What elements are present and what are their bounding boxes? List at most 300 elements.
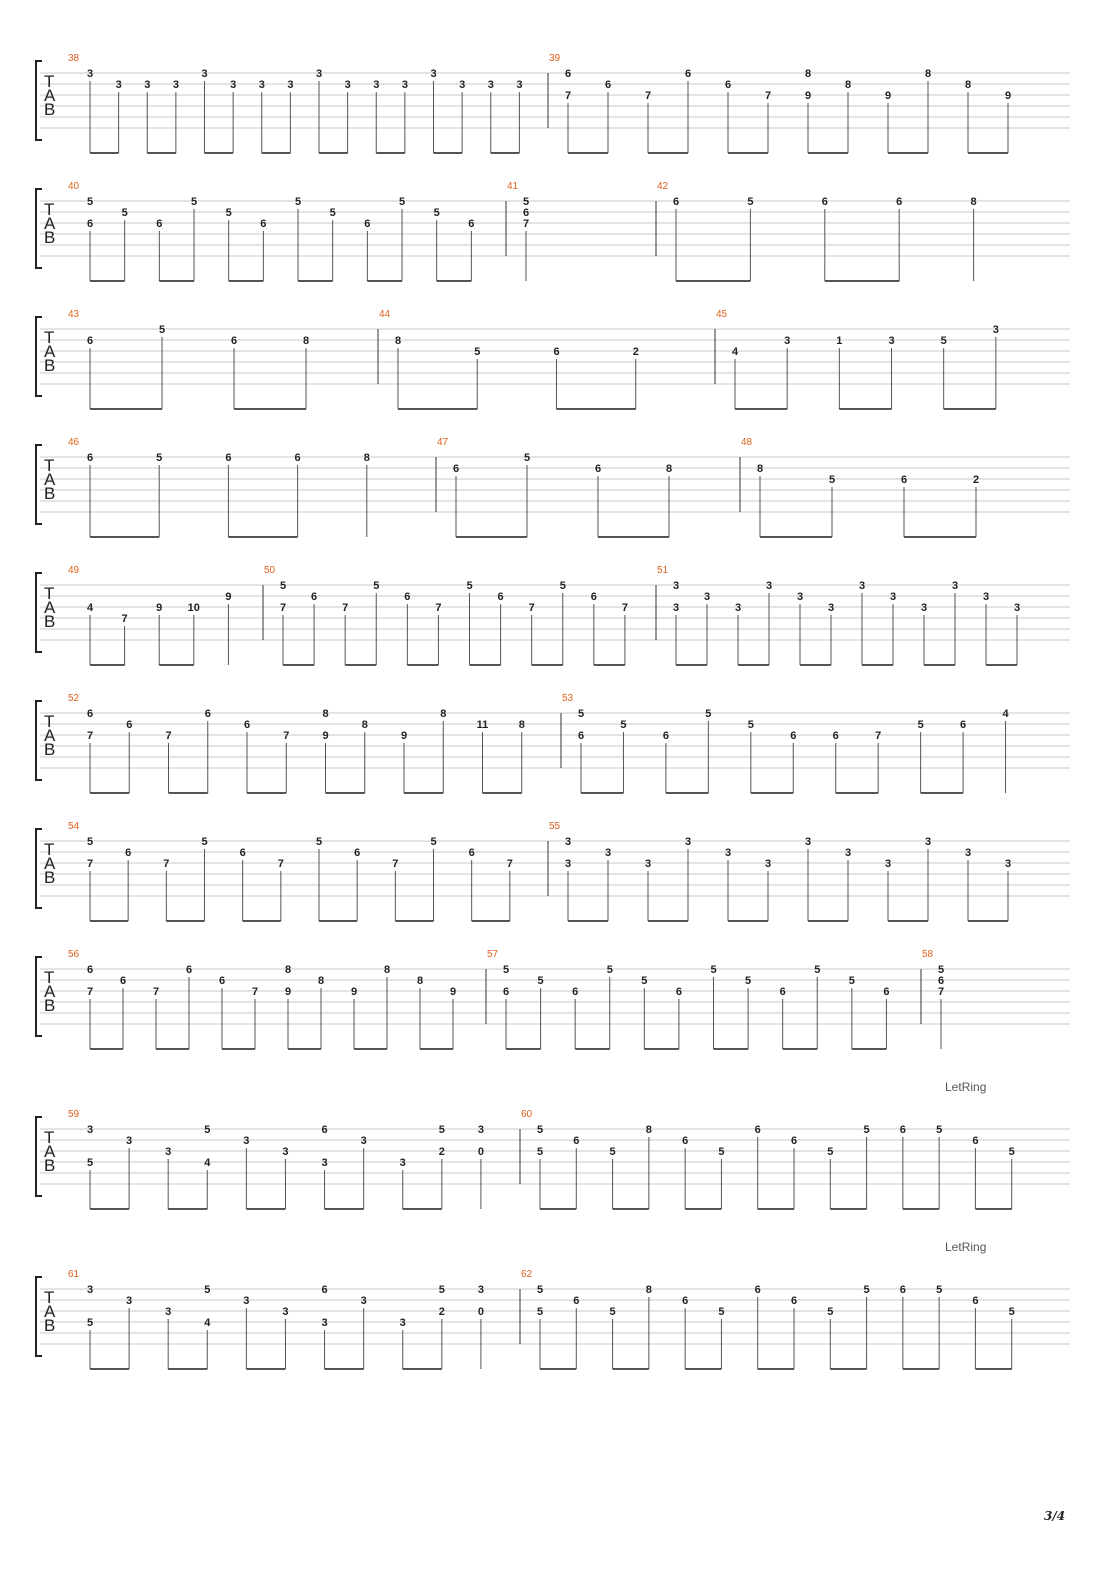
tab-clef-letter: T xyxy=(44,1288,55,1307)
measure-number: 44 xyxy=(379,309,391,320)
fret-number: 6 xyxy=(502,986,510,998)
fret-number: 6 xyxy=(364,218,371,230)
fret-number: 5 xyxy=(936,1124,943,1136)
tab-clef-letter: B xyxy=(44,356,56,375)
fret-number: 3 xyxy=(459,79,466,91)
fret-number: 6 xyxy=(125,847,132,859)
fret-number: 6 xyxy=(239,847,246,859)
fret-number: 6 xyxy=(899,1124,906,1136)
fret-number: 5 xyxy=(398,196,406,208)
fret-number: 8 xyxy=(383,964,391,976)
fret-number: 9 xyxy=(884,90,892,102)
tab-clef-letter: A xyxy=(44,598,56,617)
tab-clef-letter: A xyxy=(44,342,56,361)
system-8 xyxy=(36,949,1070,1049)
fret-number: 3 xyxy=(172,79,179,91)
fret-number: 3 xyxy=(86,68,94,80)
page-number: 3/4 xyxy=(1044,1509,1066,1523)
fret-number: 6 xyxy=(790,730,797,742)
fret-number: 3 xyxy=(165,1146,172,1158)
measure-number: 48 xyxy=(741,437,753,448)
fret-number: 6 xyxy=(590,591,597,603)
fret-number: 7 xyxy=(121,613,128,625)
fret-number: 3 xyxy=(487,79,494,91)
fret-number: 6 xyxy=(497,591,504,603)
fret-number: 6 xyxy=(790,1135,798,1147)
fret-number: 5 xyxy=(718,1306,725,1318)
fret-number: 2 xyxy=(438,1306,445,1318)
system-9 xyxy=(36,1109,1070,1209)
fret-number: 7 xyxy=(86,730,94,742)
fret-number: 9 xyxy=(400,730,408,742)
tab-clef-letter: B xyxy=(44,100,56,119)
fret-number: 7 xyxy=(621,602,628,614)
fret-number: 5 xyxy=(863,1124,870,1136)
fret-number: 6 xyxy=(404,591,411,603)
system-4 xyxy=(36,437,1070,537)
fret-number: 6 xyxy=(86,335,94,347)
fret-number: 3 xyxy=(884,858,892,870)
fret-number: 7 xyxy=(163,858,170,870)
fret-number: 3 xyxy=(282,1146,289,1158)
fret-number: 4 xyxy=(86,602,94,614)
fret-number: 8 xyxy=(363,452,370,464)
fret-number: 9 xyxy=(350,986,358,998)
fret-number: 5 xyxy=(827,1306,834,1318)
fret-number: 6 xyxy=(790,1295,798,1307)
fret-number: 9 xyxy=(322,730,329,742)
fret-number: 5 xyxy=(747,196,754,208)
tab-clef-letter: T xyxy=(44,968,55,987)
fret-number: 3 xyxy=(430,68,437,80)
fret-number: 5 xyxy=(373,580,380,592)
fret-number: 4 xyxy=(204,1157,211,1169)
fret-number: 3 xyxy=(360,1295,367,1307)
measure-number: 38 xyxy=(68,53,80,64)
fret-number: 8 xyxy=(302,335,310,347)
fret-number: 5 xyxy=(559,580,566,592)
fret-number: 7 xyxy=(152,986,160,998)
fret-number: 5 xyxy=(204,1124,211,1136)
measure-number: 42 xyxy=(657,181,669,192)
fret-number: 9 xyxy=(156,602,163,614)
fret-number: 5 xyxy=(225,207,232,219)
fret-number: 5 xyxy=(848,975,855,987)
fret-number: 3 xyxy=(399,1157,406,1169)
fret-number: 5 xyxy=(620,719,627,731)
fret-number: 7 xyxy=(644,90,652,102)
measure-number: 47 xyxy=(437,437,449,448)
fret-number: 6 xyxy=(86,964,94,976)
fret-number: 5 xyxy=(201,836,208,848)
fret-number: 6 xyxy=(883,986,890,998)
fret-number: 6 xyxy=(594,463,602,475)
fret-number: 6 xyxy=(972,1295,979,1307)
fret-number: 5 xyxy=(86,196,94,208)
fret-number: 3 xyxy=(564,836,572,848)
fret-number: 0 xyxy=(477,1306,484,1318)
fret-number: 6 xyxy=(754,1284,761,1296)
fret-number: 2 xyxy=(632,346,639,358)
fret-number: 7 xyxy=(522,218,530,230)
fret-number: 8 xyxy=(394,335,402,347)
fret-number: 3 xyxy=(401,79,408,91)
tab-clef-letter: A xyxy=(44,1142,56,1161)
fret-number: 5 xyxy=(294,196,302,208)
measure-number: 52 xyxy=(68,693,80,704)
fret-number: 3 xyxy=(804,836,812,848)
fret-number: 3 xyxy=(858,580,866,592)
tab-clef-letter: A xyxy=(44,214,56,233)
fret-number: 5 xyxy=(641,975,648,987)
fret-number: 3 xyxy=(230,79,237,91)
fret-number: 2 xyxy=(972,474,980,486)
tab-clef-letter: T xyxy=(44,1128,55,1147)
fret-number: 3 xyxy=(86,1284,94,1296)
system-10 xyxy=(36,1269,1070,1369)
fret-number: 6 xyxy=(682,1295,689,1307)
fret-number: 6 xyxy=(577,730,585,742)
fret-number: 3 xyxy=(796,591,804,603)
fret-number: 3 xyxy=(827,602,835,614)
fret-number: 3 xyxy=(564,858,572,870)
fret-number: 5 xyxy=(747,719,754,731)
fret-number: 0 xyxy=(477,1146,484,1158)
fret-number: 6 xyxy=(243,719,251,731)
fret-number: 3 xyxy=(889,591,897,603)
fret-number: 6 xyxy=(662,730,669,742)
fret-number: 5 xyxy=(522,196,530,208)
fret-number: 5 xyxy=(315,836,323,848)
tab-clef-letter: A xyxy=(44,470,56,489)
fret-number: 7 xyxy=(342,602,349,614)
tab-clef-letter: A xyxy=(44,1302,56,1321)
fret-number: 5 xyxy=(718,1146,725,1158)
fret-number: 8 xyxy=(970,196,977,208)
fret-number: 6 xyxy=(564,68,572,80)
fret-number: 3 xyxy=(951,580,959,592)
fret-number: 6 xyxy=(86,218,94,230)
fret-number: 1 xyxy=(836,335,843,347)
fret-number: 3 xyxy=(115,79,122,91)
fret-number: 6 xyxy=(682,1135,689,1147)
fret-number: 5 xyxy=(917,719,924,731)
fret-number: 6 xyxy=(832,730,839,742)
tab-clef-letter: T xyxy=(44,328,55,347)
fret-number: 6 xyxy=(86,708,94,720)
fret-number: 5 xyxy=(438,1124,445,1136)
let-ring-label-1: LetRing xyxy=(945,1080,987,1094)
fret-number: 7 xyxy=(937,986,945,998)
tab-clef-letter: B xyxy=(44,1316,56,1335)
fret-number: 7 xyxy=(506,858,513,870)
fret-number: 5 xyxy=(1008,1306,1015,1318)
system-3 xyxy=(36,309,1070,409)
fret-number: 3 xyxy=(165,1306,172,1318)
fret-number: 4 xyxy=(1002,708,1009,720)
fret-number: 7 xyxy=(875,730,882,742)
measure-number: 56 xyxy=(68,949,80,960)
fret-number: 3 xyxy=(924,836,932,848)
fret-number: 6 xyxy=(156,218,163,230)
fret-number: 11 xyxy=(476,719,489,731)
fret-number: 6 xyxy=(937,975,945,987)
fret-number: 8 xyxy=(416,975,424,987)
tab-clef-letter: T xyxy=(44,72,55,91)
fret-number: 5 xyxy=(936,1284,943,1296)
fret-number: 6 xyxy=(354,847,361,859)
fret-number: 7 xyxy=(86,986,94,998)
fret-number: 9 xyxy=(284,986,292,998)
fret-number: 9 xyxy=(225,591,232,603)
fret-number: 5 xyxy=(204,1284,211,1296)
tab-clef-letter: B xyxy=(44,996,56,1015)
fret-number: 5 xyxy=(121,207,128,219)
fret-number: 9 xyxy=(1004,90,1012,102)
measure-number: 62 xyxy=(521,1269,533,1280)
fret-number: 7 xyxy=(251,986,259,998)
fret-number: 7 xyxy=(283,730,290,742)
fret-number: 3 xyxy=(126,1295,133,1307)
measure-number: 54 xyxy=(68,821,80,832)
fret-number: 3 xyxy=(844,847,852,859)
fret-number: 3 xyxy=(126,1135,133,1147)
fret-number: 5 xyxy=(86,1317,94,1329)
fret-number: 6 xyxy=(724,79,732,91)
fret-number: 5 xyxy=(329,207,336,219)
fret-number: 8 xyxy=(844,79,852,91)
fret-number: 3 xyxy=(243,1295,250,1307)
fret-number: 3 xyxy=(243,1135,250,1147)
fret-number: 5 xyxy=(609,1146,616,1158)
fret-number: 8 xyxy=(317,975,325,987)
fret-number: 5 xyxy=(609,1306,616,1318)
measure-number: 55 xyxy=(549,821,561,832)
fret-number: 8 xyxy=(665,463,673,475)
fret-number: 6 xyxy=(972,1135,979,1147)
tab-clef-letter: T xyxy=(44,200,55,219)
fret-number: 6 xyxy=(573,1295,580,1307)
fret-number: 6 xyxy=(684,68,692,80)
fret-number: 8 xyxy=(645,1124,652,1136)
fret-number: 3 xyxy=(920,602,928,614)
fret-number: 6 xyxy=(960,719,967,731)
fret-number: 5 xyxy=(745,975,752,987)
tab-clef-letter: B xyxy=(44,740,56,759)
fret-number: 5 xyxy=(502,964,510,976)
measure-number: 39 xyxy=(549,53,561,64)
fret-number: 5 xyxy=(827,1146,834,1158)
fret-number: 6 xyxy=(321,1124,328,1136)
fret-number: 3 xyxy=(703,591,711,603)
tab-clef-letter: T xyxy=(44,584,55,603)
fret-number: 3 xyxy=(344,79,351,91)
fret-number: 3 xyxy=(86,1124,94,1136)
fret-number: 5 xyxy=(537,975,544,987)
fret-number: 6 xyxy=(672,196,680,208)
tab-clef-letter: B xyxy=(44,612,56,631)
measure-number: 60 xyxy=(521,1109,533,1120)
fret-number: 8 xyxy=(924,68,932,80)
fret-number: 6 xyxy=(900,474,908,486)
fret-number: 6 xyxy=(260,218,267,230)
measure-number: 45 xyxy=(716,309,728,320)
tab-clef-letter: B xyxy=(44,1156,56,1175)
fret-number: 6 xyxy=(553,346,560,358)
fret-number: 3 xyxy=(784,335,791,347)
fret-number: 3 xyxy=(399,1317,406,1329)
measure-number: 58 xyxy=(922,949,934,960)
fret-number: 3 xyxy=(1013,602,1021,614)
tab-clef-letter: T xyxy=(44,840,55,859)
measure-number: 51 xyxy=(657,565,669,576)
fret-number: 3 xyxy=(360,1135,367,1147)
fret-number: 5 xyxy=(86,1157,94,1169)
fret-number: 8 xyxy=(804,68,812,80)
fret-number: 3 xyxy=(258,79,265,91)
tab-clef-letter: A xyxy=(44,982,56,1001)
fret-number: 3 xyxy=(684,836,692,848)
fret-number: 5 xyxy=(523,452,531,464)
fret-number: 5 xyxy=(536,1306,544,1318)
fret-number: 6 xyxy=(452,463,460,475)
fret-number: 6 xyxy=(899,1284,906,1296)
fret-number: 3 xyxy=(282,1306,289,1318)
fret-number: 5 xyxy=(190,196,198,208)
measure-number: 49 xyxy=(68,565,80,576)
fret-number: 5 xyxy=(937,964,945,976)
measure-number: 53 xyxy=(562,693,574,704)
fret-number: 3 xyxy=(287,79,294,91)
fret-number: 3 xyxy=(672,580,680,592)
measure-number: 40 xyxy=(68,181,80,192)
fret-number: 9 xyxy=(804,90,812,102)
system-7 xyxy=(36,821,1070,921)
fret-number: 6 xyxy=(311,591,318,603)
fret-number: 8 xyxy=(284,964,292,976)
fret-number: 7 xyxy=(277,858,284,870)
fret-number: 6 xyxy=(522,207,530,219)
fret-number: 3 xyxy=(373,79,380,91)
fret-number: 6 xyxy=(204,708,211,720)
fret-number: 10 xyxy=(187,602,200,614)
fret-number: 3 xyxy=(201,68,208,80)
fret-number: 8 xyxy=(518,719,525,731)
fret-number: 6 xyxy=(126,719,133,731)
fret-number: 5 xyxy=(606,964,613,976)
tab-clef-letter: A xyxy=(44,726,56,745)
fret-number: 5 xyxy=(430,836,437,848)
fret-number: 6 xyxy=(225,452,232,464)
fret-number: 4 xyxy=(731,346,739,358)
fret-number: 8 xyxy=(361,719,368,731)
measure-number: 59 xyxy=(68,1109,80,1120)
fret-number: 6 xyxy=(604,79,612,91)
fret-number: 6 xyxy=(896,196,903,208)
fret-number: 5 xyxy=(828,474,836,486)
fret-number: 5 xyxy=(536,1124,544,1136)
fret-number: 8 xyxy=(322,708,329,720)
fret-number: 6 xyxy=(468,218,475,230)
fret-number: 5 xyxy=(156,452,163,464)
fret-number: 5 xyxy=(814,964,821,976)
tab-clef-letter: B xyxy=(44,868,56,887)
system-6 xyxy=(36,693,1070,793)
fret-number: 7 xyxy=(764,90,772,102)
fret-number: 5 xyxy=(438,1284,445,1296)
tab-clef-letter: A xyxy=(44,86,56,105)
fret-number: 5 xyxy=(536,1284,544,1296)
system-5 xyxy=(36,565,1070,665)
system-2 xyxy=(36,181,1070,281)
fret-number: 5 xyxy=(940,335,947,347)
fret-number: 6 xyxy=(86,452,94,464)
fret-number: 6 xyxy=(468,847,475,859)
fret-number: 5 xyxy=(279,580,287,592)
fret-number: 5 xyxy=(158,324,166,336)
fret-number: 3 xyxy=(982,591,990,603)
tab-clef-letter: B xyxy=(44,228,56,247)
fret-number: 6 xyxy=(294,452,301,464)
measure-number: 41 xyxy=(507,181,519,192)
fret-number: 3 xyxy=(321,1317,328,1329)
fret-number: 7 xyxy=(279,602,287,614)
fret-number: 5 xyxy=(474,346,481,358)
fret-number: 6 xyxy=(119,975,127,987)
fret-number: 7 xyxy=(435,602,442,614)
fret-number: 8 xyxy=(964,79,972,91)
fret-number: 6 xyxy=(572,986,579,998)
fret-number: 3 xyxy=(764,858,772,870)
fret-number: 3 xyxy=(144,79,151,91)
fret-number: 8 xyxy=(440,708,447,720)
fret-number: 3 xyxy=(724,847,732,859)
fret-number: 8 xyxy=(756,463,764,475)
fret-number: 9 xyxy=(449,986,457,998)
fret-number: 6 xyxy=(230,335,238,347)
let-ring-label-2: LetRing xyxy=(945,1240,987,1254)
fret-number: 5 xyxy=(577,708,585,720)
tab-clef-letter: T xyxy=(44,456,55,475)
fret-number: 7 xyxy=(528,602,535,614)
measure-number: 50 xyxy=(264,565,276,576)
fret-number: 6 xyxy=(321,1284,328,1296)
measure-number: 61 xyxy=(68,1269,80,1280)
fret-number: 7 xyxy=(564,90,572,102)
fret-number: 3 xyxy=(765,580,773,592)
fret-number: 7 xyxy=(165,730,172,742)
fret-number: 6 xyxy=(754,1124,761,1136)
fret-number: 5 xyxy=(536,1146,544,1158)
tab-clef-letter: T xyxy=(44,712,55,731)
fret-number: 3 xyxy=(604,847,612,859)
fret-number: 2 xyxy=(438,1146,445,1158)
fret-number: 6 xyxy=(675,986,682,998)
system-1 xyxy=(36,53,1070,153)
fret-number: 5 xyxy=(710,964,717,976)
fret-number: 3 xyxy=(477,1284,484,1296)
fret-number: 3 xyxy=(992,324,999,336)
fret-number: 5 xyxy=(466,580,473,592)
fret-number: 8 xyxy=(645,1284,652,1296)
tab-clef-letter: B xyxy=(44,484,56,503)
fret-number: 3 xyxy=(516,79,523,91)
fret-number: 6 xyxy=(821,196,828,208)
tab-clef-letter: A xyxy=(44,854,56,873)
fret-number: 5 xyxy=(86,836,94,848)
fret-number: 3 xyxy=(888,335,895,347)
fret-number: 4 xyxy=(204,1317,211,1329)
